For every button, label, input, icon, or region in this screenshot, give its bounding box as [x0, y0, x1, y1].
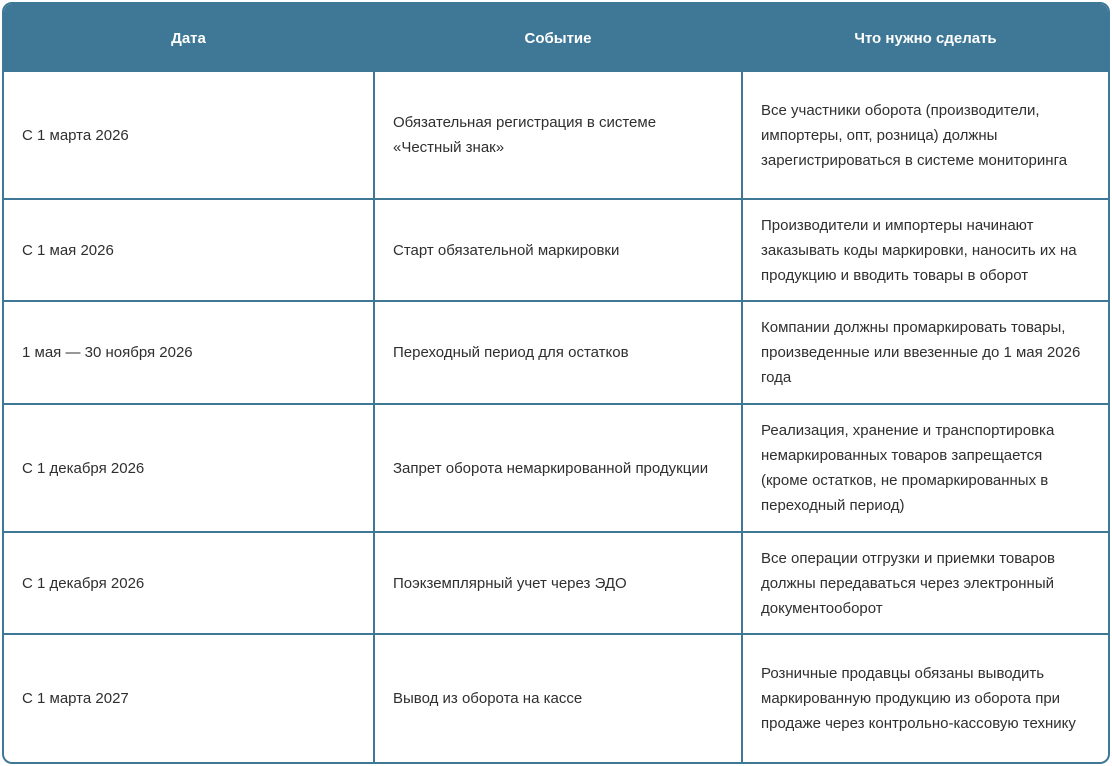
table-row: [4, 199, 1108, 301]
header-action: Что нужно сделать: [742, 4, 1108, 72]
header-row: [4, 4, 1108, 72]
table-header: [4, 4, 1108, 72]
table-row: [4, 301, 1108, 404]
table-body: [4, 72, 1108, 762]
cell-action: Все операции отгрузки и приемки товаров должны передаваться через электронный документооборот: [742, 532, 1108, 634]
cell-date: С 1 мая 2026: [4, 199, 374, 301]
timeline-table: [4, 4, 1108, 762]
cell-event: Переходный период для остатков: [374, 301, 742, 404]
header-date: Дата: [4, 4, 374, 72]
cell-event: Вывод из оборота на кассе: [374, 634, 742, 762]
timeline-table-container: [2, 2, 1110, 764]
cell-date: С 1 марта 2026: [22, 126, 129, 144]
cell-date: С 1 марта 2027: [4, 634, 374, 762]
cell-action: Все участники оборота (производители, импортеры, опт, розница) должны зарегистрироваться в системе мониторинга: [742, 72, 1108, 199]
cell-action: Розничные продавцы обязаны выводить маркированную продукцию из оборота при продаже через контрольно-кассовую технику: [742, 634, 1108, 762]
cell-event: Запрет оборота немаркированной продукции: [374, 404, 742, 532]
table-row: [4, 634, 1108, 762]
cell-action: Производители и импортеры начинают заказывать коды маркировки, наносить их на продукцию и вводить товары в оборот: [742, 199, 1108, 301]
cell-action: Реализация, хранение и транспортировка немаркированных товаров запрещается (кроме остатков, не промаркированных в переходный период): [742, 404, 1108, 532]
table-row: [4, 532, 1108, 634]
cell-event: Обязательная регистрация в системе «Честный знак»: [374, 72, 742, 199]
cell-date: 1 мая — 30 ноября 2026: [4, 301, 374, 404]
cell-date: С 1 декабря 2026: [4, 404, 374, 532]
cell-event: Старт обязательной маркировки: [374, 199, 742, 301]
cell-date: С 1 декабря 2026: [4, 532, 374, 634]
table-row: [4, 72, 1108, 199]
header-event: Событие: [374, 4, 742, 72]
cell-event: Поэкземплярный учет через ЭДО: [374, 532, 742, 634]
cell-action: Компании должны промаркировать товары, произведенные или ввезенные до 1 мая 2026 года: [742, 301, 1108, 404]
table-row: [4, 404, 1108, 532]
